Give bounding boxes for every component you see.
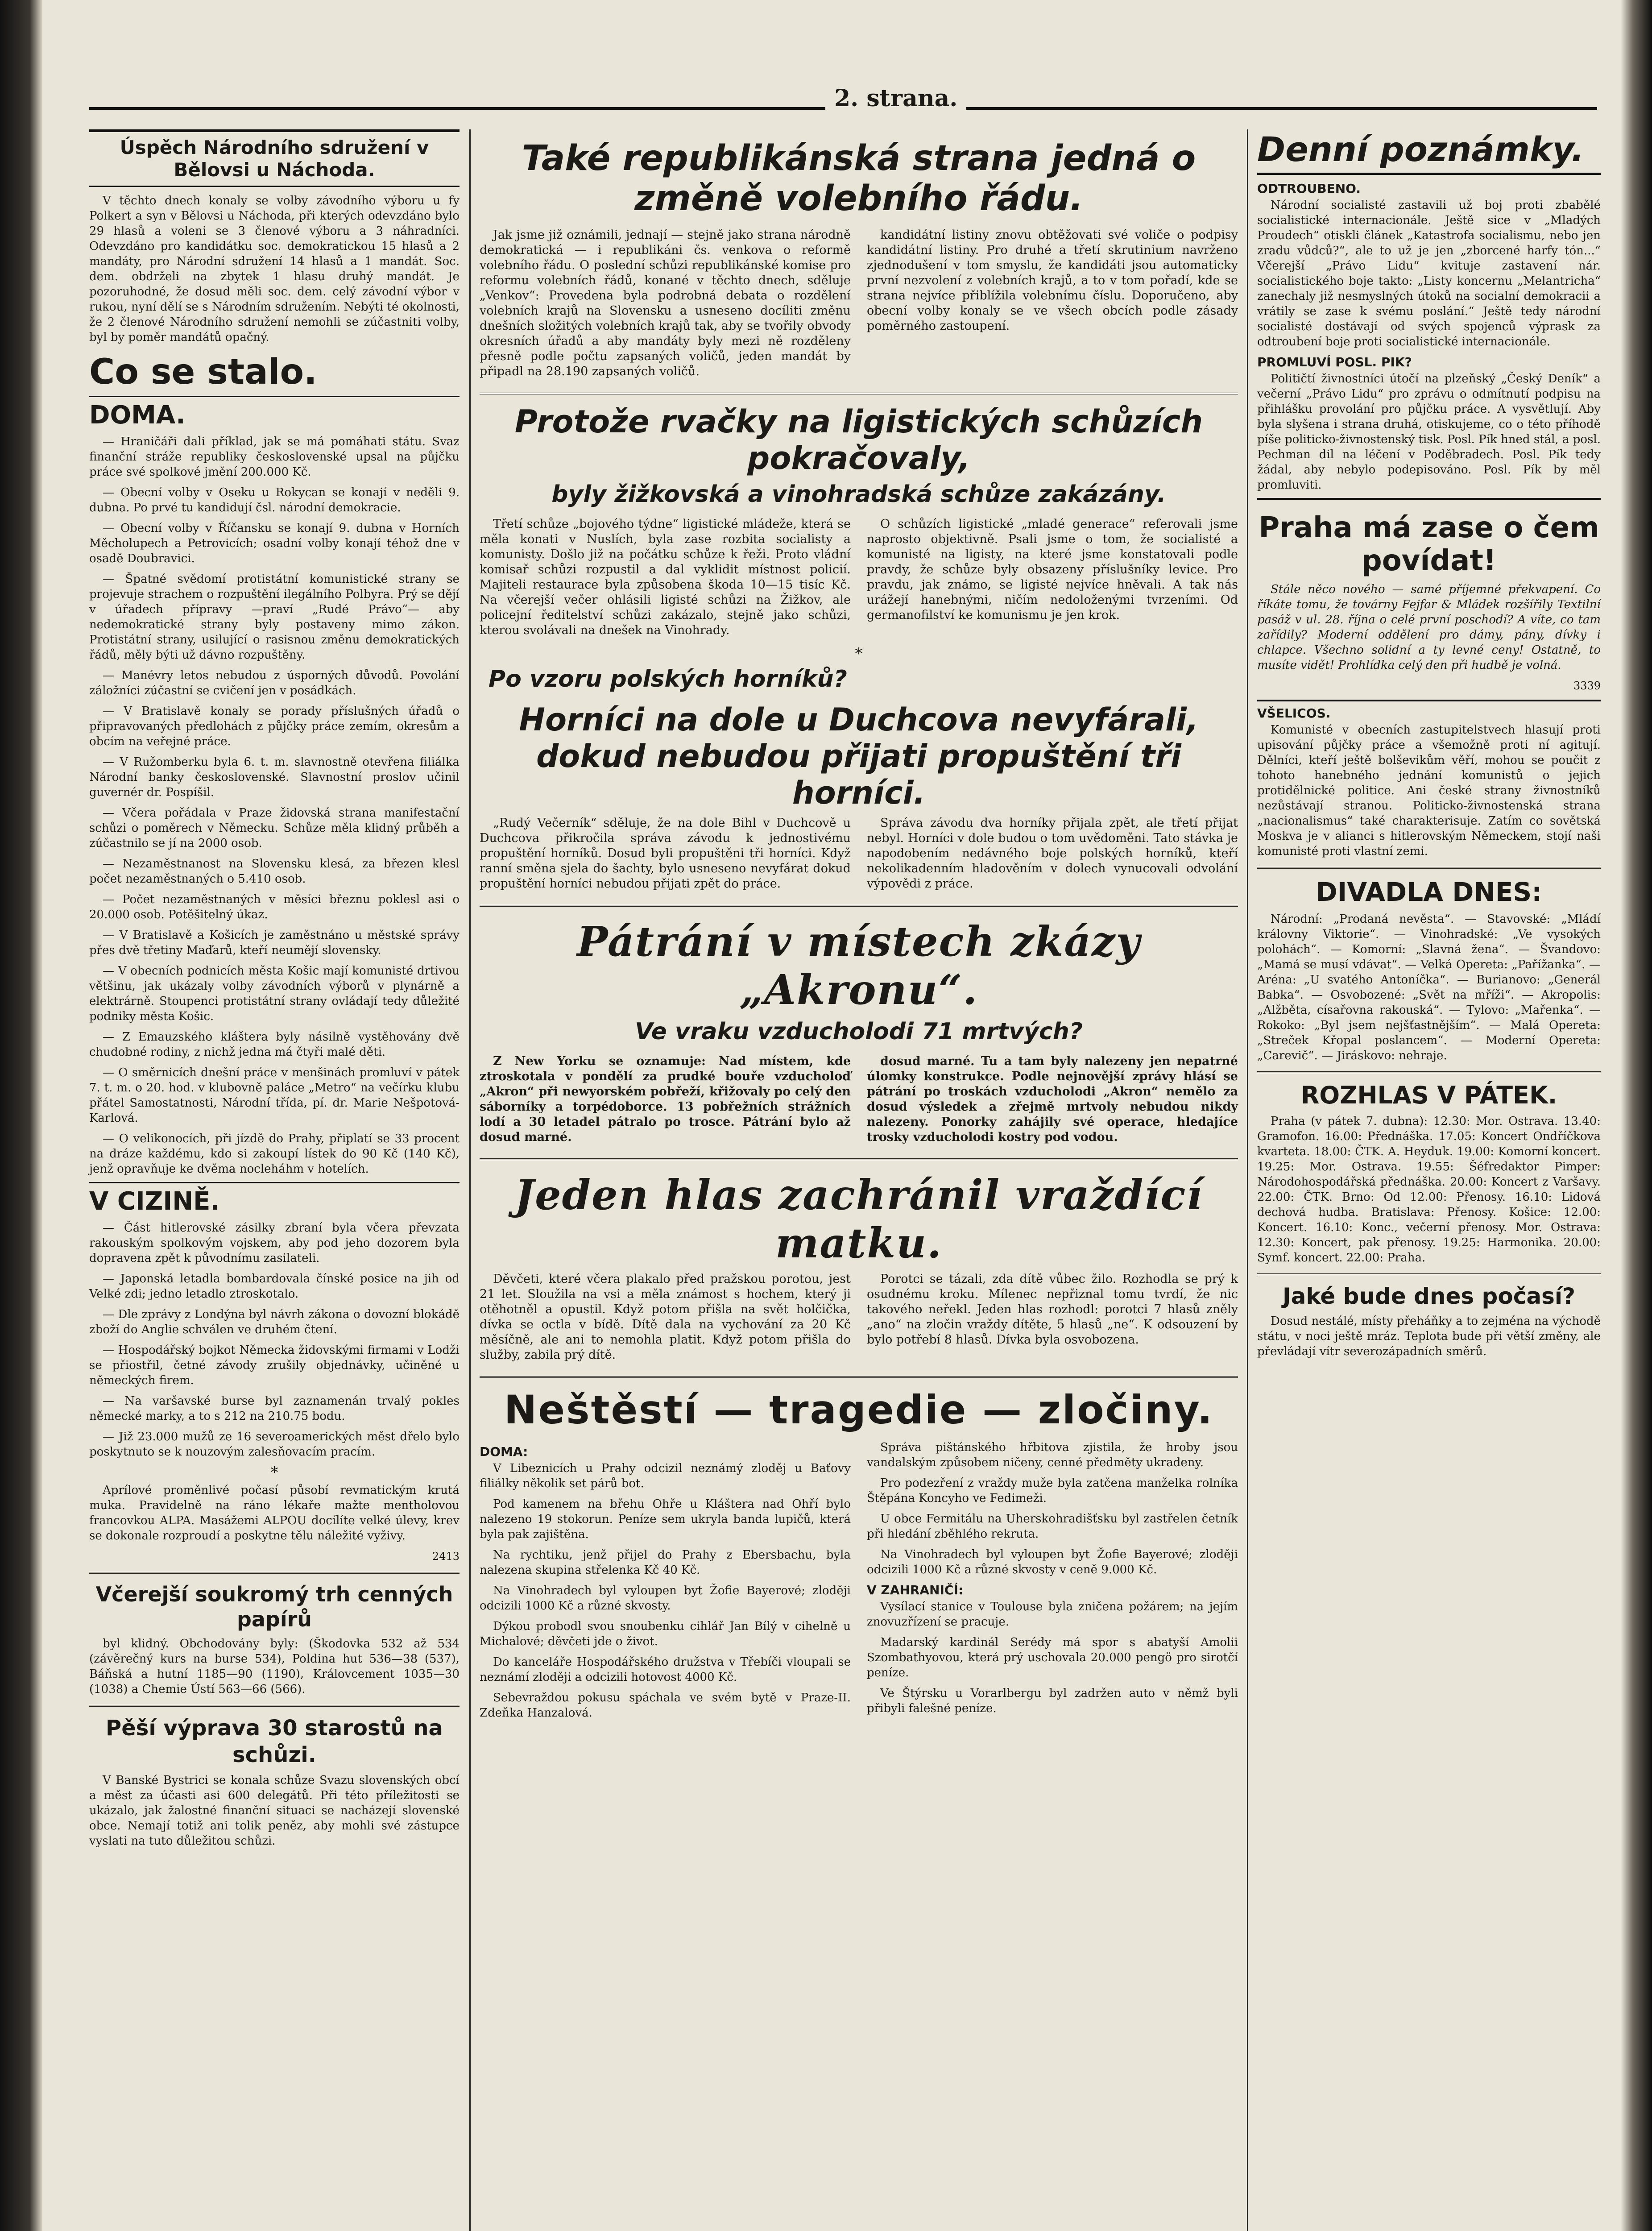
subsection-home: DOMA: — [480, 1444, 528, 1459]
news-item: — Část hitlerovské zásilky zbraní byla včera převzata rakouským spolkovým vojskem, aby pod jeho dozorem byla dopravena zpět k původnímu zasilateli. — [89, 1221, 460, 1265]
news-item: — Obecní volby v Říčansku se konají 9. dubna v Horních Měcholupech a Petrovicích; osadní volby konají téhož dne v osadě Doubravici. — [89, 522, 460, 565]
theatre-text: Národní: „Prodaná nevěsta“. — Stavovské: „Mládí královny Viktorie“. — Vinohradské: „Ve vysokých polohách“. — Komorní: „Slavná žena“. — Švandovo: „Mamá se musí vdávat“. — Velká Opereta: „Pařížanka“. — Aréna: „U svatého Antoníčka“. — Burianovo: „Generál Babka“. — Osvobozené: „Svět na mříži“. — Akropolis: „Alžběta, císařovna rakouská“. — Tylovo: „Mařenka“. — Rokoko: „Byl jsem nejšťastnějším“. — Malá Opereta: „Streček Křopal poslancem“. — Moderní Opereta: „Carevič“. — Jiráskovo: nehraje. — [1257, 912, 1601, 1062]
news-item: — Obecní volby v Oseku u Rokycan se konají v neděli 9. dubna. Po prvé tu kandidují čsl. národní demokracie. — [89, 486, 460, 514]
news-item: Pro podezření z vraždy muže byla zatčena manželka rolníka Štěpána Koncyho ve Fedimeži. — [867, 1476, 1238, 1505]
page-number: 2. strana. — [825, 85, 966, 112]
market-title: Včerejší soukromý trh cenných papírů — [95, 1582, 453, 1631]
news-item: Na rychtiku, jenž přijel do Prahy z Ebersbachu, byla nalezena skupina střelenka Kč 40 Kč. — [480, 1548, 851, 1577]
text-left: Jak jsme již oznámili, jednají — stejně jako strana národně demokratická — i republikáni čs. venkova o reformě volebního řádu. O poslední schůzi republikánské komise pro reformu volebních řádů, konané v těchto dnech, sděluje „Venkov“: Provedena byla podrobná debata o rozdělení volebních krajů na Slovensku a usneseno docíliti změnu dnešních složitých volebních krajů tak, aby se tvořily obvody okresních úřadů a aby mandáty byly mezi ně rozděleny přesně podle počtu zapsaných voličů, jeden mandát by připadl na 28.190 zapsaných voličů. — [480, 228, 851, 378]
note-heading: VŠELICOS. — [1257, 706, 1331, 721]
theatre-title: DIVADLA DNES: — [1316, 877, 1542, 907]
news-item: — O směrnicích dnešní práce v menšinách promluví v pátek 7. t. m. o 20. hod. v klubovně paláce „Metro“ na večírku klubu přátel Samostatnosti, Národní třída, pí. dr. Marie Nešpotová-Karlová. — [89, 1066, 460, 1125]
text-right: dosud marné. Tu a tam byly nalezeny jen nepatrné úlomky konstrukce. Podle nejnovější zprávy hlásí se pátrání po troskách vzducholodi „Akron“ nemělo za dosud výsledek a zřejmě mrtvoly nebudou nikdy nalezeny. Ponorky zahájily své operace, hledajíce trosky vzducholodi kostry pod vodou. — [867, 1054, 1238, 1144]
advert-code: 3339 — [1573, 680, 1601, 692]
column-title: Denní poznámky. — [1257, 129, 1601, 175]
divider — [480, 1158, 1238, 1160]
column-middle — [480, 129, 1238, 1726]
text-right: Porotci se tázali, zda dítě vůbec žilo. Rozhodla se prý k osudnému kroku. Mílenec nepřiznal tomu tvrdí, že nic takového neřekl. Jeden hlas rozhodl: porotci 7 hlasů zněly „ano“ na zločin vraždy dítěte, 5 hlasů „ne“. K odsouzení by bylo potřebí 8 hlasů. Dívka byla osvobozena. — [867, 1272, 1238, 1347]
news-item: — V Ružomberku byla 6. t. m. slavnostně otevřena filiálka Národní banky československé. Slavnostní proslov učinil guvernér dr. Pospíšil. — [89, 755, 460, 799]
subsection-abroad: V ZAHRANIČÍ: — [867, 1583, 964, 1597]
news-item: — Včera pořádala v Praze židovská strana manifestační schůzi o poměrech v Německu. Schůze měla klidný průběh a zúčastnilo se jí na 2000 osob. — [89, 806, 460, 850]
article-title-crimes: Neštěstí — tragedie — zločiny. — [504, 1387, 1214, 1433]
section-title: Co se stalo. — [89, 352, 317, 392]
market-text: byl klidný. Obchodovány byly: (Škodovka 532 až 534 (závěrečný kurs na burse 534), Poldina hut 536—38 (537), Báňská a hutní 1185—90 (1190), Královcement 1035—30 (1038) a Chemie Ústí 563—66 (566). — [89, 1637, 460, 1696]
text-left: Třetí schůze „bojového týdne“ ligistické mládeže, která se měla konati v Nuslích, byla zase rozbita socialisty a komunisty. Došlo již na počátku schůze k řeži. Proto vládní komisař schůzi rozpustil a dal vyklidit místnost policií. Majiteli restaurace byla způsobena škoda 10—15 tisíc Kč. Na včerejší večer ohlásili ligisté schůzi na Žižkov, ale policejní ředitelství schůzi zakázalo, stejně jako schůzi, kterou svolávali na dnešek na Vinohrady. — [480, 517, 851, 637]
note-text: Političtí živnostníci útočí na plzeňský „Český Deník“ a večerní „Právo Lidu“ pro zprávu o odmítnutí podpisu na přihlášku provolání pro půjčku práce. A vysvětlují. Aby byla slyšena i strana druhá, otiskujeme, co o této příhodě píše politicko-živnostenský tisk. Posl. Pík hned stál, a posl. Pechman dil na léčení v Poděbradech. Posl. Pík tedy žádal, aby nebylo podepisováno. Posl. Pík by měl promluviti. — [1257, 372, 1601, 492]
divider — [480, 393, 1238, 394]
news-item: U obce Fermitálu na Uherskohradišťsku byl zastřelen četník při hledání zběhlého rekruta. — [867, 1512, 1238, 1541]
note-text: Komunisté v obecních zastupitelstvech hlasují proti upisování půjčky práce a všemožně proti ní agitují. Dělníci, kteří ještě bolševikům věří, mohou se poučit z tohoto hanebného jednání komunistů o jejich protidělnické politice. Ani české strany živnostníků nezůstávají stranou. Politicko-živnostenská strana „nacionalismus“ také charakterisuje. Zatím co sovětská Moskva je v alianci s hitlerovským Německem, stojí naši komunisté proti vlastní zemi. — [1257, 723, 1601, 858]
news-item: Na Vinohradech byl vyloupen byt Žofie Bayerové; zloději odcizili 1000 Kč a různé skvosty v ceně 9.000 Kč. — [867, 1548, 1238, 1576]
news-item: Sebevraždou pokusu spáchala ve svém bytě v Praze-II. Zdeňka Hanzalová. — [480, 1691, 851, 1720]
advert-code: 2413 — [432, 1550, 460, 1563]
divider — [1257, 1273, 1601, 1275]
divider — [1257, 867, 1601, 869]
divider — [1257, 1071, 1601, 1073]
text-right: Správa závodu dva horníky přijala zpět, ale třetí přijat nebyl. Horníci v dole budou o tom uvědoměni. Tato stávka je napodobením nedávného boje polských horníků, kteří nekolikadenním hladověním v dolech vynucovali odvolání výpovědi z práce. — [867, 816, 1238, 891]
news-item: — Počet nezaměstnaných v měsíci březnu poklesl asi o 20.000 osob. Potěšitelný úkaz. — [89, 893, 460, 921]
scan-edge-left — [0, 0, 42, 2231]
crime-list-right — [867, 1440, 1238, 1577]
text-left: Z New Yorku se oznamuje: Nad místem, kde ztroskotala v pondělí za prudké bouře vzducholoď „Akron“ při newyorském pobřeží, křižovaly po celý den sáborníky a torpédoborce. 13 pobřežních strážních lodí a 30 letadel pátralo po trosce. Pátrání bylo až dosud marné. — [480, 1054, 851, 1144]
news-item: V Libeznicích u Prahy odcizil neznámý zloděj u Baťovy filiálky několik set párů bot. — [480, 1462, 851, 1490]
news-item: Na Vinohradech byl vyloupen byt Žofie Bayerové; zloději odcizili 1000 Kč a různé skvosty. — [480, 1584, 851, 1613]
article-title-republicans: Také republikánská strana jedná o změně volebního řádu. — [522, 138, 1196, 219]
divider — [480, 905, 1238, 907]
note-heading: PROMLUVÍ POSL. PIK? — [1257, 355, 1412, 369]
note-heading: ODTROUBENO. — [1257, 181, 1361, 196]
separator-star: * — [855, 645, 863, 663]
divider — [89, 1572, 460, 1574]
separator-star: * — [270, 1464, 278, 1481]
text-right: kandidátní listiny znovu obtěžovati své voliče o podpisy kandidátní listiny. Pro druhé a třetí skrutinium navrženo zjednodušení v tom smyslu, že kandidáti jsou automaticky první nezvolení z volebních krajů, a to v tom pořadí, kde se strana nejvíce přiblížila volebnímu číslu. Doporučeno, aby obecní volby konaly se ve všech obcích podle zásady poměrného zastoupení. — [867, 228, 1238, 333]
news-item: — Na varšavské burse byl zaznamenán trvalý pokles německé marky, a to s 212 na 210.75 bodu. — [89, 1394, 460, 1423]
advert-alpa: Aprílové proměnlivé počasí působí revmatickým krutá muka. Pravidelně na ráno lékaře mažte mentholovou francovkou ALPA. Masážemi ALPOU docílíte velké úlevy, krev se dokonale rozproudí a poskytne tělu náležité vyživy. — [89, 1484, 460, 1543]
column-rule — [469, 129, 471, 2231]
weather-text: Dosud nestálé, místy přeháňky a to zejména na východě státu, v noci ještě mráz. Teplota bude při větší změny, ale převládají vítr severozápadních směrů. — [1257, 1315, 1601, 1358]
article-body: V těchto dnech konaly se volby závodního výboru u fy Polkert a syn v Bělovsi u Náchoda, při kterých odevzdáno bylo 29 hlasů a voleni se 3 členové výboru a 3 náhradníci. Odevzdáno pro kandidátku soc. demokratickou 15 hlasů a 2 mandáty, pro Národní sdružení 14 hlasů a 1 mandát. Soc. dem. obdrželi na zbytek 1 hlasu druhý mandát. Je pozoruhodné, že dosud měli soc. dem. celý závodní výbor v rukou, nyní dělí se s Národním sdružením. Nebýti té okolnosti, že 2 členové Národního sdružení nemohli se zúčastniti volby, byl by poměr mandátů opačný. — [89, 194, 460, 344]
crime-list-left — [480, 1461, 851, 1721]
news-item: — Dle zprávy z Londýna byl návrh zákona o dovozní blokádě zboží do Anglie schválen ve druhém čtení. — [89, 1308, 460, 1336]
text-left: „Rudý Večerník“ sděluje, že na dole Bihl v Duchcově u Duchcova přikročila správa závodu k jednostivému propuštění horníků. Dosud byli propuštěni tři horníci. Když ranní směna sjela do šachty, bylo usneseno nevyfárat dokud propuštění horníci nebudou přijati zpět do práce. — [480, 816, 851, 891]
news-item: — V Bratislavě a Košicích je zaměstnáno u městské správy přes dvě třetiny Maďarů, kteří neumějí slovensky. — [89, 929, 460, 957]
march-text: V Banské Bystrici se konala schůze Svazu slovenských obcí a měst za účasti asi 600 delegátů. Při této příležitosti se ukázalo, jak žalostné finanční situaci se nacházejí slovenské obce. Nemají totiž ani tolik peněz, aby mohli své zástupce vyslati na tuto důležitou schůzi. — [89, 1774, 460, 1848]
radio-text: Praha (v pátek 7. dubna): 12.30: Mor. Ostrava. 13.40: Gramofon. 16.00: Přednáška. 17.05: Koncert Ondříčkova kvarteta. 18.00: ČTK. A. Heyduk. 19.00: Komorní koncert. 19.25: Mor. Ostrava. 19.55: Šéfredaktor Pimper: Národohospodářská přednáška. 20.00: Koncert z Varšavy. 22.00: ČTK. Brno: Od 12.00: Přenosy. 16.10: Lidová dechová hudba. Bratislava: Přenosy. Košice: 12.00: Koncert. 16.10: Konc., večerní přenosy. Mor. Ostrava: 12.30: Koncert, pak přenosy. 19.25: Harmonika. 20.00: Symf. koncert. 22.00: Praha. — [1257, 1115, 1601, 1265]
column-rule — [1247, 129, 1248, 2231]
article-title-miners: Horníci na dole u Duchcova nevyfárali, dokud nebudou přijati propuštění tři horníci. — [519, 701, 1199, 811]
section-doma: DOMA. — [89, 396, 460, 430]
news-item: — O velikonocích, při jízdě do Prahy, připlatí se 33 procent na dráze každému, kdo si zakoupí lístek do 90 Kč (140 Kč), jenž opravňuje ke dvěma nocleháhm v hotelích. — [89, 1132, 460, 1176]
news-item: — Hospodářský bojkot Německa židovskými firmami v Lodži se přiostřil, četné závody zrušily objednávky, učiněné u německých firem. — [89, 1344, 460, 1387]
scan-edge-right — [1621, 0, 1652, 2231]
advert-text: Stále něco nového — samé příjemné překvapení. Co říkáte tomu, že továrny Fejfar & Mládek rozšířily Textilní pasáž v ul. 28. října o celé první poschodí? A víte, co tam zařídily? Moderní oddělení pro dámy, pány, dívky i chlapce. Všechno solidní a ty levné ceny! Ostatně, to musíte vidět! Prohlídka celý den při hudbě je volná. — [1257, 583, 1601, 672]
news-item: Pod kamenem na břehu Ohře u Kláštera nad Ohří bylo nalezeno 19 stokorun. Peníze sem ukryla banda lupičů, která byla pak zajištěna. — [480, 1497, 851, 1541]
news-item: Ve Štýrsku u Vorarlbergu byl zadržen auto v němž byli přibyli falešné peníze. — [867, 1687, 1238, 1715]
article-subtitle-ligists: byly žižkovská a vinohradská schůze zakázány. — [551, 481, 1166, 508]
article-title-mother: Jeden hlas zachránil vraždící matku. — [514, 1171, 1203, 1267]
crime-list-foreign — [867, 1599, 1238, 1716]
news-item: — Nezaměstnanost na Slovensku klesá, za březen klesl počet nezaměstnaných o 5.410 osob. — [89, 857, 460, 886]
article-body-ligists — [480, 517, 1238, 643]
article-body-mother — [480, 1272, 1238, 1368]
article-body-akron — [480, 1054, 1238, 1150]
news-item: Dýkou probodl svou snoubenku cihlář Jan Bílý v cihelně u Michalové; děvčeti jde o život. — [480, 1620, 851, 1648]
news-item: — Již 23.000 mužů ze 16 severoamerických měst dřelo bylo poskytnuto se k nouzovým zalesňovacím pracím. — [89, 1430, 460, 1459]
news-list-cizine — [89, 1220, 460, 1460]
news-item: Madarský kardinál Serédy má spor s abatyší Amolii Szombathyovou, která prý uschovala 20.000 pengö pro sirotčí peníze. — [867, 1636, 1238, 1679]
advert-title: Praha má zase o čem povídat! — [1259, 511, 1599, 577]
news-item: — Manévry letos nebudou z úsporných důvodů. Povolání záložníci zúčastní se cvičení jen v posádkách. — [89, 669, 460, 697]
divider — [480, 1376, 1238, 1378]
article-beloves — [89, 129, 460, 187]
article-body-republicans — [480, 228, 1238, 385]
news-item: Správa pištánského hřbitova zjistila, že hroby jsou vandalským způsobem ničeny, cenné předměty ukradeny. — [867, 1441, 1238, 1469]
news-item: — V obecních podnicích města Košic mají komunisté drtivou většinu, jak ukázaly volby závodních výborů v plynárně a elektrárně. Stoupenci protistátní strany ovládají tedy důležité podniky města Košic. — [89, 964, 460, 1023]
weather-title: Jaké bude dnes počasí? — [1283, 1283, 1575, 1309]
news-item: Do kanceláře Hospodářského družstva v Třebíči vloupali se neznámí zloději a odcizili hotovost 4000 Kč. — [480, 1655, 851, 1684]
news-item: — Hraničáři dali příklad, jak se má pomáhati státu. Svaz finanční stráže republiky československé upsal na půjčku práce své spolkové jmění 200.000 Kč. — [89, 435, 460, 479]
news-item: Vysílací stanice v Toulouse byla zničena požárem; na jejím znovuzřízení se pracuje. — [867, 1600, 1238, 1629]
article-body-miners — [480, 816, 1238, 897]
march-title: Pěší výprava 30 starostů na schůzi. — [106, 1716, 443, 1767]
note-text: Národní socialisté zastavili už boj proti zbabělé socialistické internacionále. Ještě sice v „Mladých Proudech“ otiskli článek „Katastrofa socialismu, nebo jen zradu vůdců?“, ale to už je jen „zborcené harfy tón...“ Včerejší „Právo Lidu“ kvituje zastavení nár. socialistického boje takto: „Listy koncernu „Melantricha“ zanechaly již nesmyslných útoků na socialní demokracii a vrátily se zase k svému poslání.“ Ještě tedy národní socialisté dostávají od svých spojenců výprask za odtroubení boje proti socialistické internacionále. — [1257, 199, 1601, 348]
column-right — [1257, 129, 1601, 1364]
news-item: — Špatné svědomí protistátní komunistické strany se projevuje strachem o rozpuštění ilegálního Polbyra. Prý se dějí v úřadech přípravy —praví „Rudé Právo“— aby nedemokratické strany byly postaveny mimo zákon. Protistátní strany, usilující o rasisnou změnu demokratických řádů, měly býti už dávno rozpuštěny. — [89, 572, 460, 662]
radio-title: ROZHLAS V PÁTEK. — [1300, 1081, 1557, 1109]
column-left — [89, 129, 460, 1854]
article-title-akron: Pátrání v místech zkázy „Akronu“. — [577, 917, 1141, 1014]
news-item: — Japonská letadla bombardovala čínské posice na jih od Velké zdi; jedno letadlo ztroskotalo. — [89, 1272, 460, 1301]
news-list-doma — [89, 434, 460, 1177]
page-header — [89, 80, 1597, 120]
article-body-crimes — [480, 1440, 1238, 1726]
kicker-miners: Po vzoru polských horníků? — [489, 666, 847, 693]
text-left: Děvčeti, které včera plakalo před pražskou porotou, jest 21 let. Sloužila na vsi a měla známost s hochem, který ji otěhotněl a opustil. Když potom přišla na svět holčička, dívka se octla v bídě. Dítě dala na vychování za 20 Kč měsíčně, ale ani to nemohla platit. Když potom přišla do služby, zabila prý dítě. — [480, 1272, 851, 1362]
advert-box-praha — [1257, 498, 1601, 701]
text-right: O schůzích ligistické „mladé generace“ referovali jsme naprosto objektivně. Psali jsme o tom, že socialisté a komunisté na ligisty, na které jsme konstatovali podle pravdy, že schůze byly obsazeny příslušníky levice. Pro pravdu, jak známo, se ligisté nejvíce hněvali. A tak nás urážejí hanebnými, ničím nedoloženými tvrzeními. Od germanofilství ke komunismu je jen krok. — [867, 517, 1238, 622]
divider — [89, 1705, 460, 1707]
news-item: — V Bratislavě konaly se porady příslušných úřadů o připravovaných předlohách z půjčky práce zemím, okresům a obcím na veřejné práce. — [89, 705, 460, 748]
news-item: — Z Emauzského kláštera byly násilně vystěhovány dvě chudobné rodiny, z nichž jedna má čtyři malé děti. — [89, 1030, 460, 1059]
section-cizine: V CIZINĚ. — [89, 1182, 460, 1216]
article-title: Úspěch Národního sdružení v Bělovsi u Náchoda. — [120, 137, 429, 181]
article-subtitle-akron: Ve vraku vzducholodi 71 mrtvých? — [635, 1018, 1083, 1045]
article-title-ligists: Protože rvačky na ligistických schůzích pokračovaly, — [514, 403, 1203, 477]
